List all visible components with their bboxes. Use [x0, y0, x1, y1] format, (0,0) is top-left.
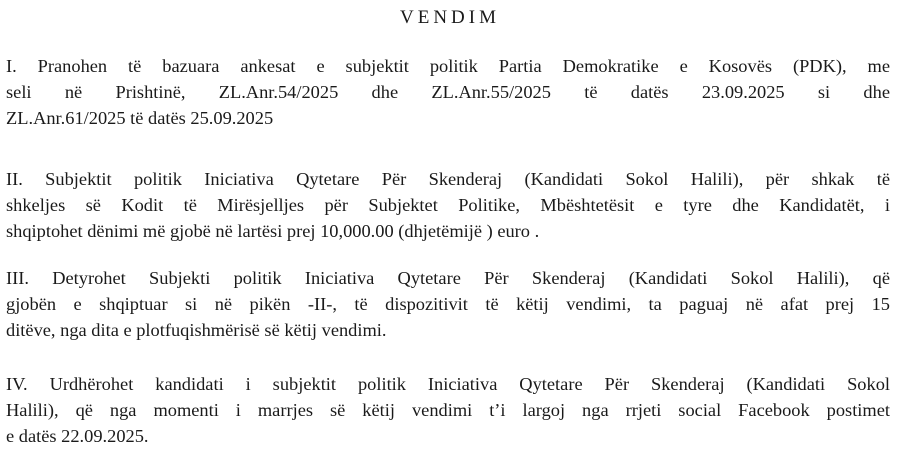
- document-title: VENDIM: [400, 7, 500, 28]
- decision-paragraph-4: [6, 371, 890, 449]
- paragraph-line: shqiptohet dënimi më gjobë në lartësi prej 10,000.00 (dhjetëmijë ) euro .: [6, 221, 540, 241]
- decision-paragraph-1: [6, 53, 890, 131]
- paragraph-line: gjobën e shqiptuar si në pikën -II-, të dispozitivit të këtij vendimi, ta paguaj në afat prej 15: [6, 294, 890, 314]
- paragraph-line: seli në Prishtinë, ZL.Anr.54/2025 dhe ZL.Anr.55/2025 të datës 23.09.2025 si dhe: [6, 82, 890, 102]
- paragraph-line: ZL.Anr.61/2025 të datës 25.09.2025: [6, 108, 274, 128]
- paragraph-line: III. Detyrohet Subjekti politik Iniciativa Qytetare Për Skenderaj (Kandidati Sokol Halili), që: [6, 268, 890, 288]
- paragraph-line: II. Subjektit politik Iniciativa Qytetare Për Skenderaj (Kandidati Sokol Halili), për shkak të: [6, 169, 890, 189]
- paragraph-line: Halili), që nga momenti i marrjes së këtij vendimi t’i largoj nga rrjeti social Facebook postimet: [6, 400, 890, 420]
- decision-paragraph-3: [6, 265, 890, 343]
- paragraph-line: shkeljes së Kodit të Mirësjelljes për Subjektet Politike, Mbështetësit e tyre dhe Kandidatët, i: [6, 195, 890, 215]
- paragraph-line: I. Pranohen të bazuara ankesat e subjektit politik Partia Demokratike e Kosovës (PDK), me: [6, 56, 890, 76]
- paragraph-line: ditëve, nga dita e plotfuqishmërisë së këtij vendimi.: [6, 320, 387, 340]
- decision-paragraph-2: [6, 166, 890, 244]
- paragraph-line: e datës 22.09.2025.: [6, 426, 149, 446]
- paragraph-line: IV. Urdhërohet kandidati i subjektit politik Iniciativa Qytetare Për Skenderaj (Kandidati Sokol: [6, 374, 890, 394]
